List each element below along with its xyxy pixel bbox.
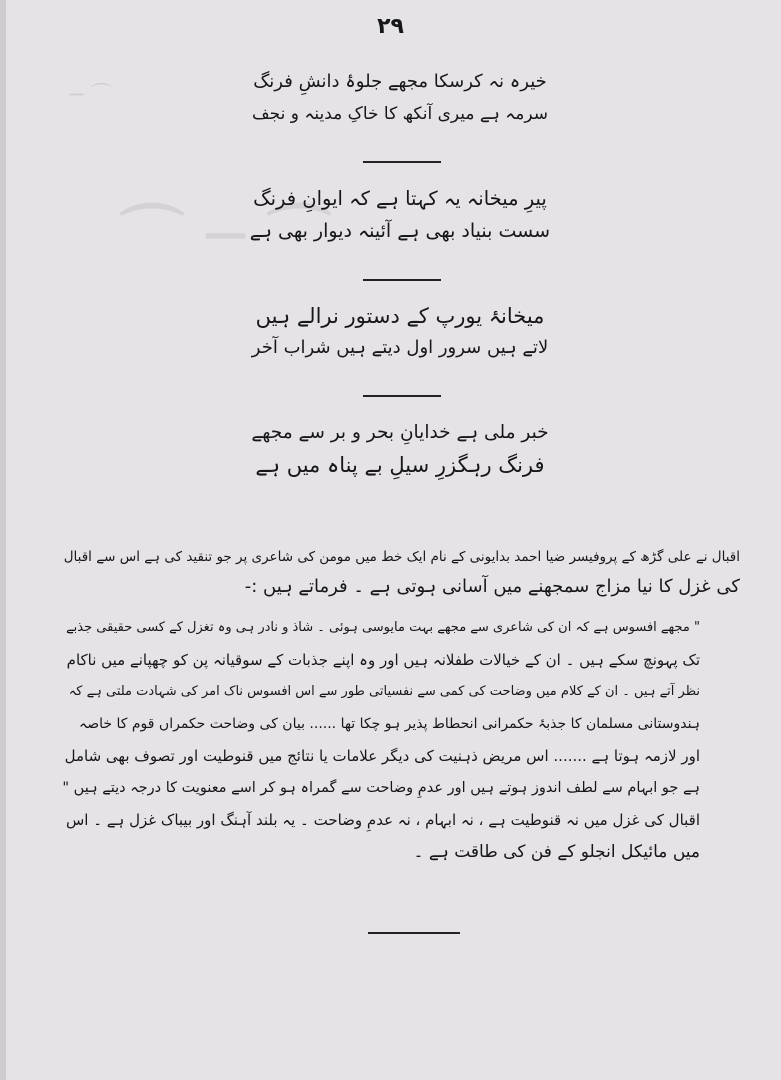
paragraph-line: کی غزل کا نیا مزاج سمجھنے میں آسانی ہوتی ہے ۔ فرماتے ہیں :-	[244, 576, 740, 597]
page-number: ۲۹	[377, 14, 404, 39]
end-divider	[368, 932, 460, 934]
paragraph-line: " مجھے افسوس ہے کہ ان کی شاعری سے مجھے بہت مایوسی ہوئی ۔ شاذ و نادر ہی وہ تغزل کے کسی حقیقی جذبے	[66, 620, 700, 635]
couplet-line: میخانۂ یورپ کے دستور نرالے ہیں	[255, 304, 545, 328]
couplet-line: سرمہ ہے میری آنکھ کا خاکِ مدینہ و نجف	[252, 104, 548, 124]
couplet-2	[250, 183, 550, 247]
intro-paragraph	[40, 542, 740, 602]
couplet-4	[250, 417, 550, 481]
paragraph-line: تک پہونچ سکے ہیں ۔ ان کے خیالات طفلانہ ہیں اور وہ اپنے جذبات کے سوقیانہ پن کو چھپانے میں ناکام	[66, 651, 700, 669]
bleed-through-ghost: ⌒ ─ ⌒	[120, 200, 332, 274]
section-divider	[363, 395, 441, 397]
couplet-3	[250, 300, 550, 364]
couplet-1	[250, 66, 550, 130]
section-divider	[363, 279, 441, 281]
paragraph-line: اقبال کی غزل میں نہ قنوطیت ہے ، نہ ابہام ، نہ عدمِ وضاحت ۔ یہ بلند آہنگ اور بیباک غزل ہے ۔ اس	[65, 811, 700, 829]
couplet-line: فرنگ رہگزرِ سیلِ بے پناہ میں ہے	[255, 453, 545, 477]
paragraph-line: نظر آتے ہیں ۔ ان کے کلام میں وضاحت کی کمی سے نفسیاتی طور سے اس افسوس ناک امر کی شہادت ملتی ہے کہ	[68, 684, 700, 699]
page-edge-shadow	[0, 0, 6, 1080]
couplet-line: لاتے ہیں سرور اول دیتے ہیں شراب آخر	[251, 337, 549, 358]
paragraph-line: اقبال نے علی گڑھ کے پروفیسر ضیا احمد بدایونی کے نام ایک خط میں مومن کی شاعری پر جو تنقید کی ہے اس سے اقبال	[63, 549, 740, 565]
section-divider	[363, 161, 441, 163]
paragraph-line: ہندوستانی مسلمان کا جذبۂ حکمرانی انحطاط پذیر ہو چکا تھا ...... بیان کی وضاحت حکمراں قوم کا خاصہ	[79, 716, 700, 732]
paragraph-line: ہے جو ابہام سے لطف اندوز ہوتے ہیں اور عدمِ وضاحت سے گمراہ ہو کر اسے معنویت کا درجہ دیتے ہیں "	[62, 780, 700, 796]
couplet-line: پیرِ میخانہ یہ کہتا ہے کہ ایوانِ فرنگ	[253, 187, 547, 210]
couplet-line: خبر ملی ہے خدایانِ بحر و بر سے مجھے	[251, 422, 549, 443]
bleed-through-ghost-small: ⌒ ─	[70, 83, 113, 108]
couplet-line: سست بنیاد بھی ہے آئینہ دیوار بھی ہے	[249, 220, 550, 242]
couplet-line: خیرہ نہ کرسکا مجھے جلوۂ دانشِ فرنگ	[253, 71, 547, 92]
paragraph-line: اور لازمہ ہوتا ہے ....... اس مریض ذہنیت کی دیگر علامات یا نتائج میں قنوطیت اور تصوف بھی شامل	[64, 747, 700, 765]
quoted-letter-paragraph	[60, 612, 700, 868]
paragraph-line: میں مائیکل انجلو کے فن کی طاقت ہے ۔	[413, 842, 700, 862]
